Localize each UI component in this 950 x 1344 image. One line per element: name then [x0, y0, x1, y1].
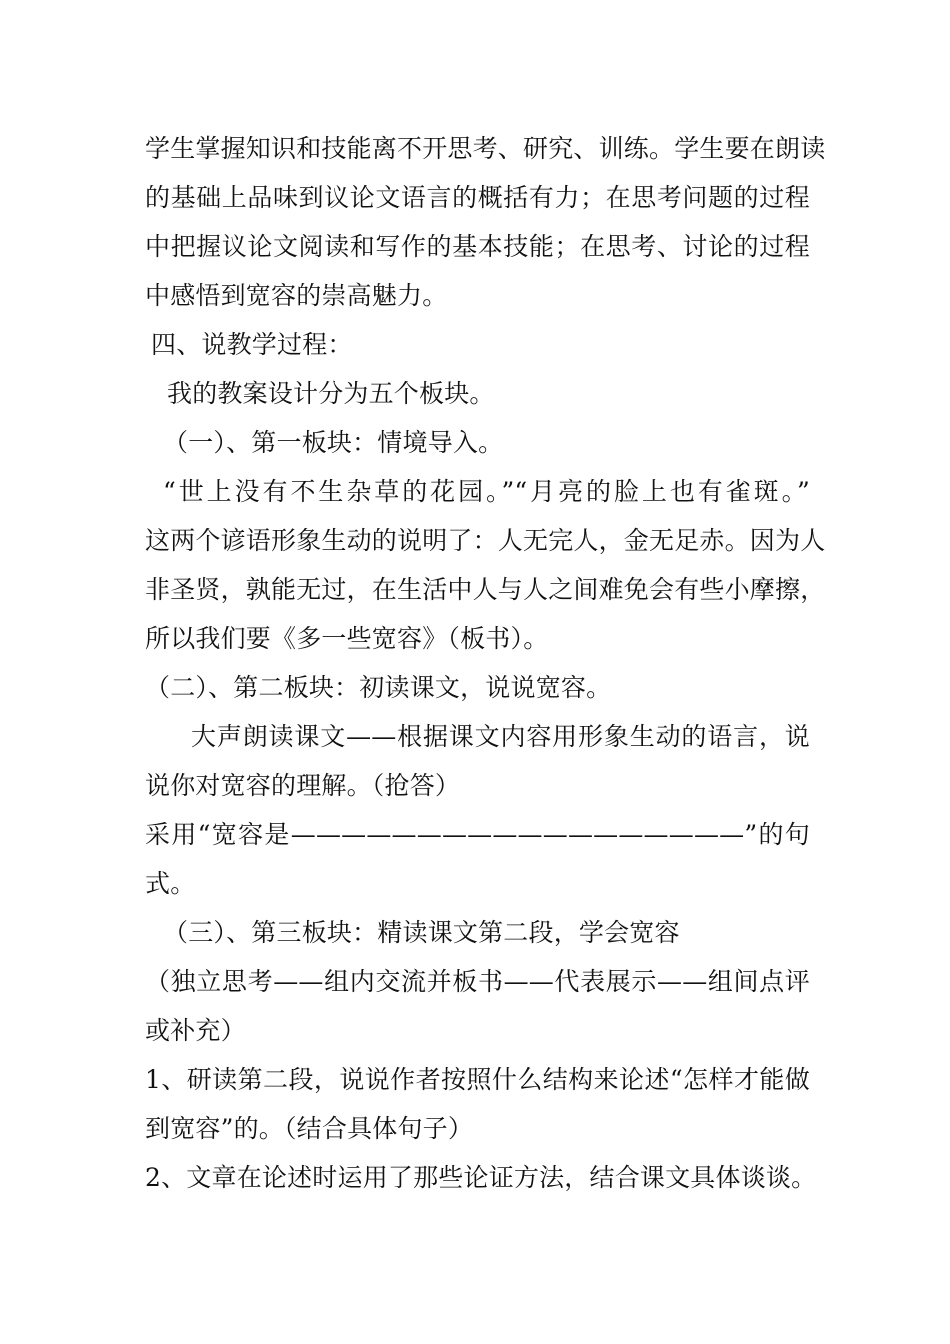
- body-line: 中把握议论文阅读和写作的基本技能；在思考、讨论的过程: [145, 232, 810, 261]
- body-line: 或补充）: [145, 1016, 246, 1045]
- body-line: 中感悟到宽容的崇高魅力。: [145, 281, 448, 310]
- body-line: 学生掌握知识和技能离不开思考、研究、训练。学生要在朗读: [145, 134, 826, 163]
- body-line: 到宽容”的。（结合具体句子）: [145, 1114, 474, 1143]
- body-line: 的基础上品味到议论文语言的概括有力；在思考问题的过程: [145, 183, 810, 212]
- body-line: 说你对宽容的理解。（抢答）: [145, 771, 461, 800]
- body-line: 我的教案设计分为五个板块。: [167, 379, 495, 408]
- subsection-heading: （一）、第一板块：情境导入。: [163, 428, 504, 457]
- subsection-heading: （三）、第三板块：精读课文第二段，学会宽容: [163, 918, 680, 947]
- body-line: “世上没有不生杂草的花园。”“月亮的脸上也有雀斑。”: [163, 477, 810, 506]
- subsection-heading: （二）、第二板块：初读课文，说说宽容。: [145, 673, 612, 702]
- section-heading: 四、说教学过程：: [151, 330, 353, 359]
- document-body: [145, 124, 826, 1202]
- body-line: 所以我们要《多一些宽容》（板书）。: [145, 624, 549, 653]
- body-line: （独立思考——组内交流并板书——代表展示——组间点评: [145, 967, 810, 996]
- body-line: 式。: [145, 869, 196, 898]
- body-line: 大声朗读课文——根据课文内容用形象生动的语言，说: [191, 722, 810, 751]
- body-line: 1、研读第二段，说说作者按照什么结构来论述“怎样才能做: [145, 1065, 810, 1094]
- body-line: 采用“宽容是——————————————————”的句: [145, 820, 810, 849]
- body-line: 2、文章在论述时运用了那些论证方法，结合课文具体谈谈。: [145, 1163, 817, 1192]
- body-line: 这两个谚语形象生动的说明了：人无完人，金无足赤。因为人: [145, 526, 826, 555]
- body-line: 非圣贤，孰能无过，在生活中人与人之间难免会有些小摩擦，: [145, 575, 826, 604]
